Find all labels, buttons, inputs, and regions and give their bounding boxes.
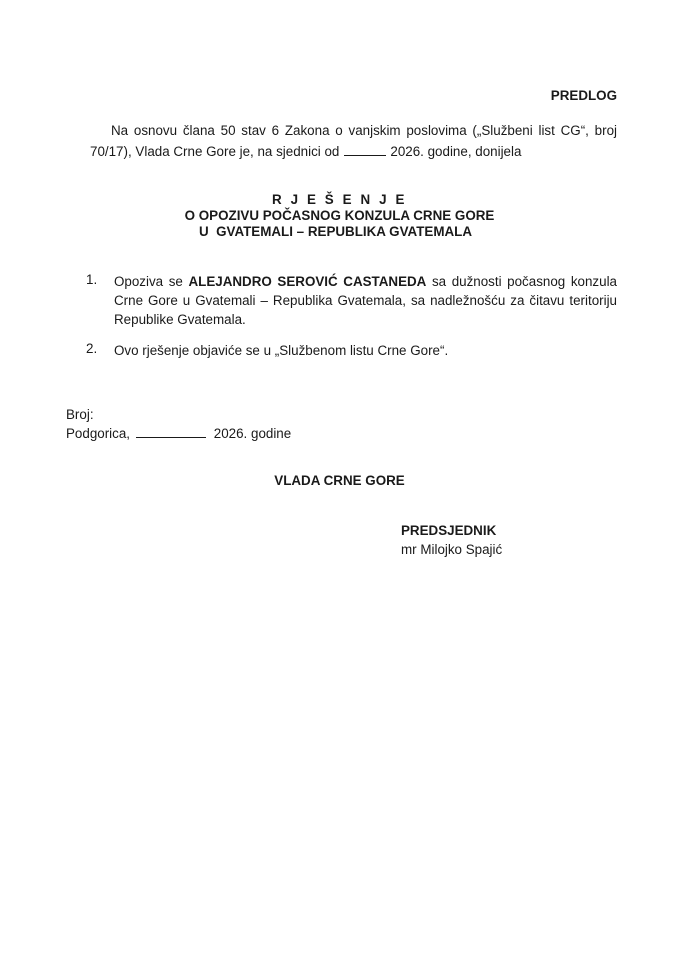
list-item-number: 1. xyxy=(86,272,98,287)
date-suffix: 2026. godine xyxy=(213,426,292,441)
date-blank-line xyxy=(136,427,206,438)
intro-text-end: 2026. godine, donijela xyxy=(390,144,522,159)
title-line-1: R J E Š E N J E xyxy=(271,192,407,207)
place-name: Podgorica, xyxy=(66,426,131,441)
signatory-title: PREDSJEDNIK xyxy=(401,523,497,538)
list-item-number: 2. xyxy=(86,341,98,356)
signatory-name: mr Milojko Spajić xyxy=(401,542,503,557)
government-name: VLADA CRNE GORE xyxy=(274,473,405,488)
date-blank-line xyxy=(344,145,386,156)
intro-paragraph xyxy=(90,120,617,162)
consul-name: ALEJANDRO SEROVIĆ CASTANEDA xyxy=(188,274,427,289)
list-item-text: Ovo rješenje objaviće se u „Službenom listu Crne Gore“. xyxy=(114,343,449,358)
title-line-2: O OPOZIVU POČASNOG KONZULA CRNE GORE xyxy=(184,208,495,223)
item-text-start: Opoziva se xyxy=(114,274,183,289)
item-text-end: sa dužnosti počasnog konzula Crne Gore u Gvatemali – Republika Gvatemala, sa nadležnošću za čitavu teritoriju Republike Gvatemala. xyxy=(114,274,617,327)
intro-text-start: Na osnovu člana 50 stav 6 Zakona o vanjskim poslovima („Službeni list CG“, broj 70/17), Vlada Crne Gore je, na sjednici od xyxy=(90,123,617,159)
reference-number-label: Broj: xyxy=(66,407,94,422)
list-item-text xyxy=(114,272,617,329)
title-line-3: U GVATEMALI – REPUBLIKA GVATEMALA xyxy=(198,224,472,239)
place-date-line xyxy=(66,426,291,441)
proposal-label: PREDLOG xyxy=(550,88,617,103)
decision-title xyxy=(100,192,579,240)
